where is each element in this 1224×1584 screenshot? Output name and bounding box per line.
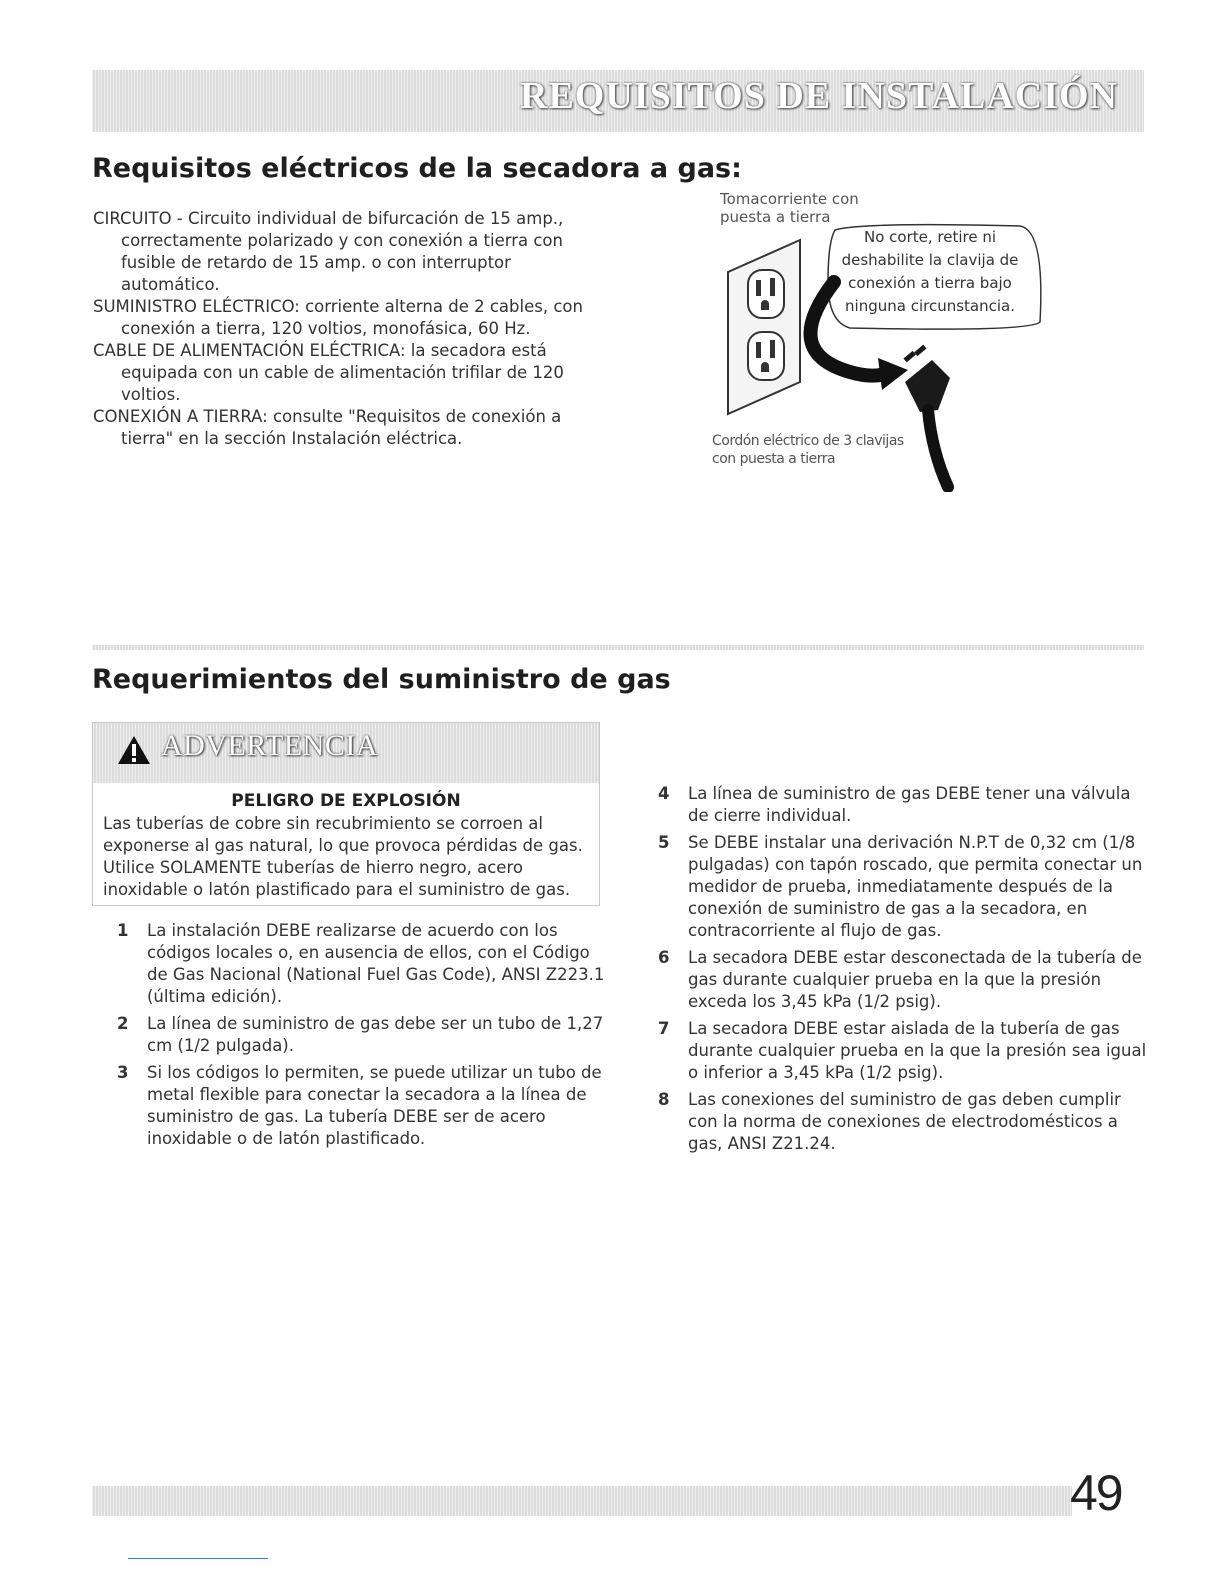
item-number: 2 (117, 1014, 129, 1033)
warning-text: Las tuberías de cobre sin recubrimiento se corroen al exponerse al gas natural, lo que provoca pérdidas de gas. Utilice SOLAMENTE tuberías de hierro negro, acero inoxidable o latón plastificado para el suministro de gas. (103, 814, 583, 899)
list-item: CONEXIÓN A TIERRA: consulte "Requisitos de conexión a tierra" en la sección Instalación eléctrica. (93, 407, 562, 448)
warning-header (93, 723, 599, 783)
item-number: 7 (658, 1019, 670, 1038)
list-item (658, 947, 1148, 1013)
list-item (658, 783, 1148, 827)
item-text: Si los códigos lo permiten, se puede utilizar un tubo de metal flexible para conectar la secadora a la línea de suministro de gas. La tubería DEBE ser de acero inoxidable o de latón plastificado. (147, 1063, 602, 1148)
list-item: SUMINISTRO ELÉCTRICO: corriente alterna de 2 cables, con conexión a tierra, 120 voltios, monofásica, 60 Hz. (93, 297, 583, 338)
item-number: 3 (117, 1063, 129, 1082)
list-item (117, 920, 607, 1008)
gas-requirements-list-right (658, 783, 1148, 1160)
electrical-requirements-list (93, 208, 613, 450)
section-title-electrical: Requisitos eléctricos de la secadora a gas: (92, 153, 742, 184)
list-item (658, 1018, 1148, 1084)
list-item (658, 1089, 1148, 1155)
page-title: REQUISITOS DE INSTALACIÓN (520, 75, 1118, 117)
cord-label: Cordón eléctrico de 3 clavijas con puesta a tierra (712, 433, 904, 467)
callout-warning-text: No corte, retire ni deshabilite la clavija de conexión a tierra bajo ninguna circunstancia. (841, 228, 1019, 315)
item-number: 6 (658, 948, 670, 967)
header-band (92, 70, 1144, 132)
item-text: Las conexiones del suministro de gas deben cumplir con la norma de conexiones de electrodomésticos a gas, ANSI Z21.24. (688, 1090, 1121, 1153)
item-text: La línea de suministro de gas DEBE tener una válvula de cierre individual. (688, 784, 1131, 825)
warning-box (92, 722, 600, 906)
list-item (658, 832, 1148, 942)
list-item (117, 1062, 607, 1150)
section-title-gas: Requerimientos del suministro de gas (92, 664, 671, 695)
item-number: 4 (658, 784, 670, 803)
section-divider (92, 645, 1144, 650)
item-text: La línea de suministro de gas debe ser un tubo de 1,27 cm (1/2 pulgada). (147, 1014, 604, 1055)
item-text: La secadora DEBE estar desconectada de la tubería de gas durante cualquier prueba en la que la presión exceda los 3,45 kPa (1/2 psig). (688, 948, 1142, 1011)
item-text: Se DEBE instalar una derivación N.P.T de 0,32 cm (1/8 pulgadas) con tapón roscado, que permita conectar un medidor de prueba, inmediatamente después de la conexión de suministro de gas a la secadora, en contracorriente al flujo de gas. (688, 833, 1143, 940)
item-text: La instalación DEBE realizarse de acuerdo con los códigos locales o, en ausencia de ellos, con el Código de Gas Nacional (National Fuel Gas Code), ANSI Z223.1 (última edición). (147, 921, 605, 1006)
outlet-label: Tomacorriente con puesta a tierra (720, 190, 859, 226)
list-item: CABLE DE ALIMENTACIÓN ELÉCTRICA: la secadora está equipada con un cable de alimentación trifilar de 120 voltios. (93, 341, 564, 404)
item-text: La secadora DEBE estar aislada de la tubería de gas durante cualquier prueba en la que la presión sea igual o inferior a 3,45 kPa (1/2 psig). (688, 1019, 1147, 1082)
item-number: 1 (117, 921, 129, 940)
warning-title: ADVERTENCIA (161, 729, 379, 762)
item-number: 5 (658, 833, 670, 852)
warning-triangle-icon (117, 735, 151, 765)
item-number: 8 (658, 1090, 670, 1109)
list-item: CIRCUITO - Circuito individual de bifurcación de 15 amp., correctamente polarizado y con conexión a tierra con fusible de retardo de 15 amp. o con interruptor automático. (93, 209, 564, 294)
gas-requirements-list-left (117, 920, 607, 1155)
page-number: 49 (1070, 1465, 1122, 1521)
bottom-rule (128, 1558, 268, 1559)
list-item (117, 1013, 607, 1057)
warning-subtitle: PELIGRO DE EXPLOSIÓN (231, 791, 461, 811)
grounded-outlet-figure (700, 182, 1045, 492)
footer-band (92, 1486, 1072, 1516)
